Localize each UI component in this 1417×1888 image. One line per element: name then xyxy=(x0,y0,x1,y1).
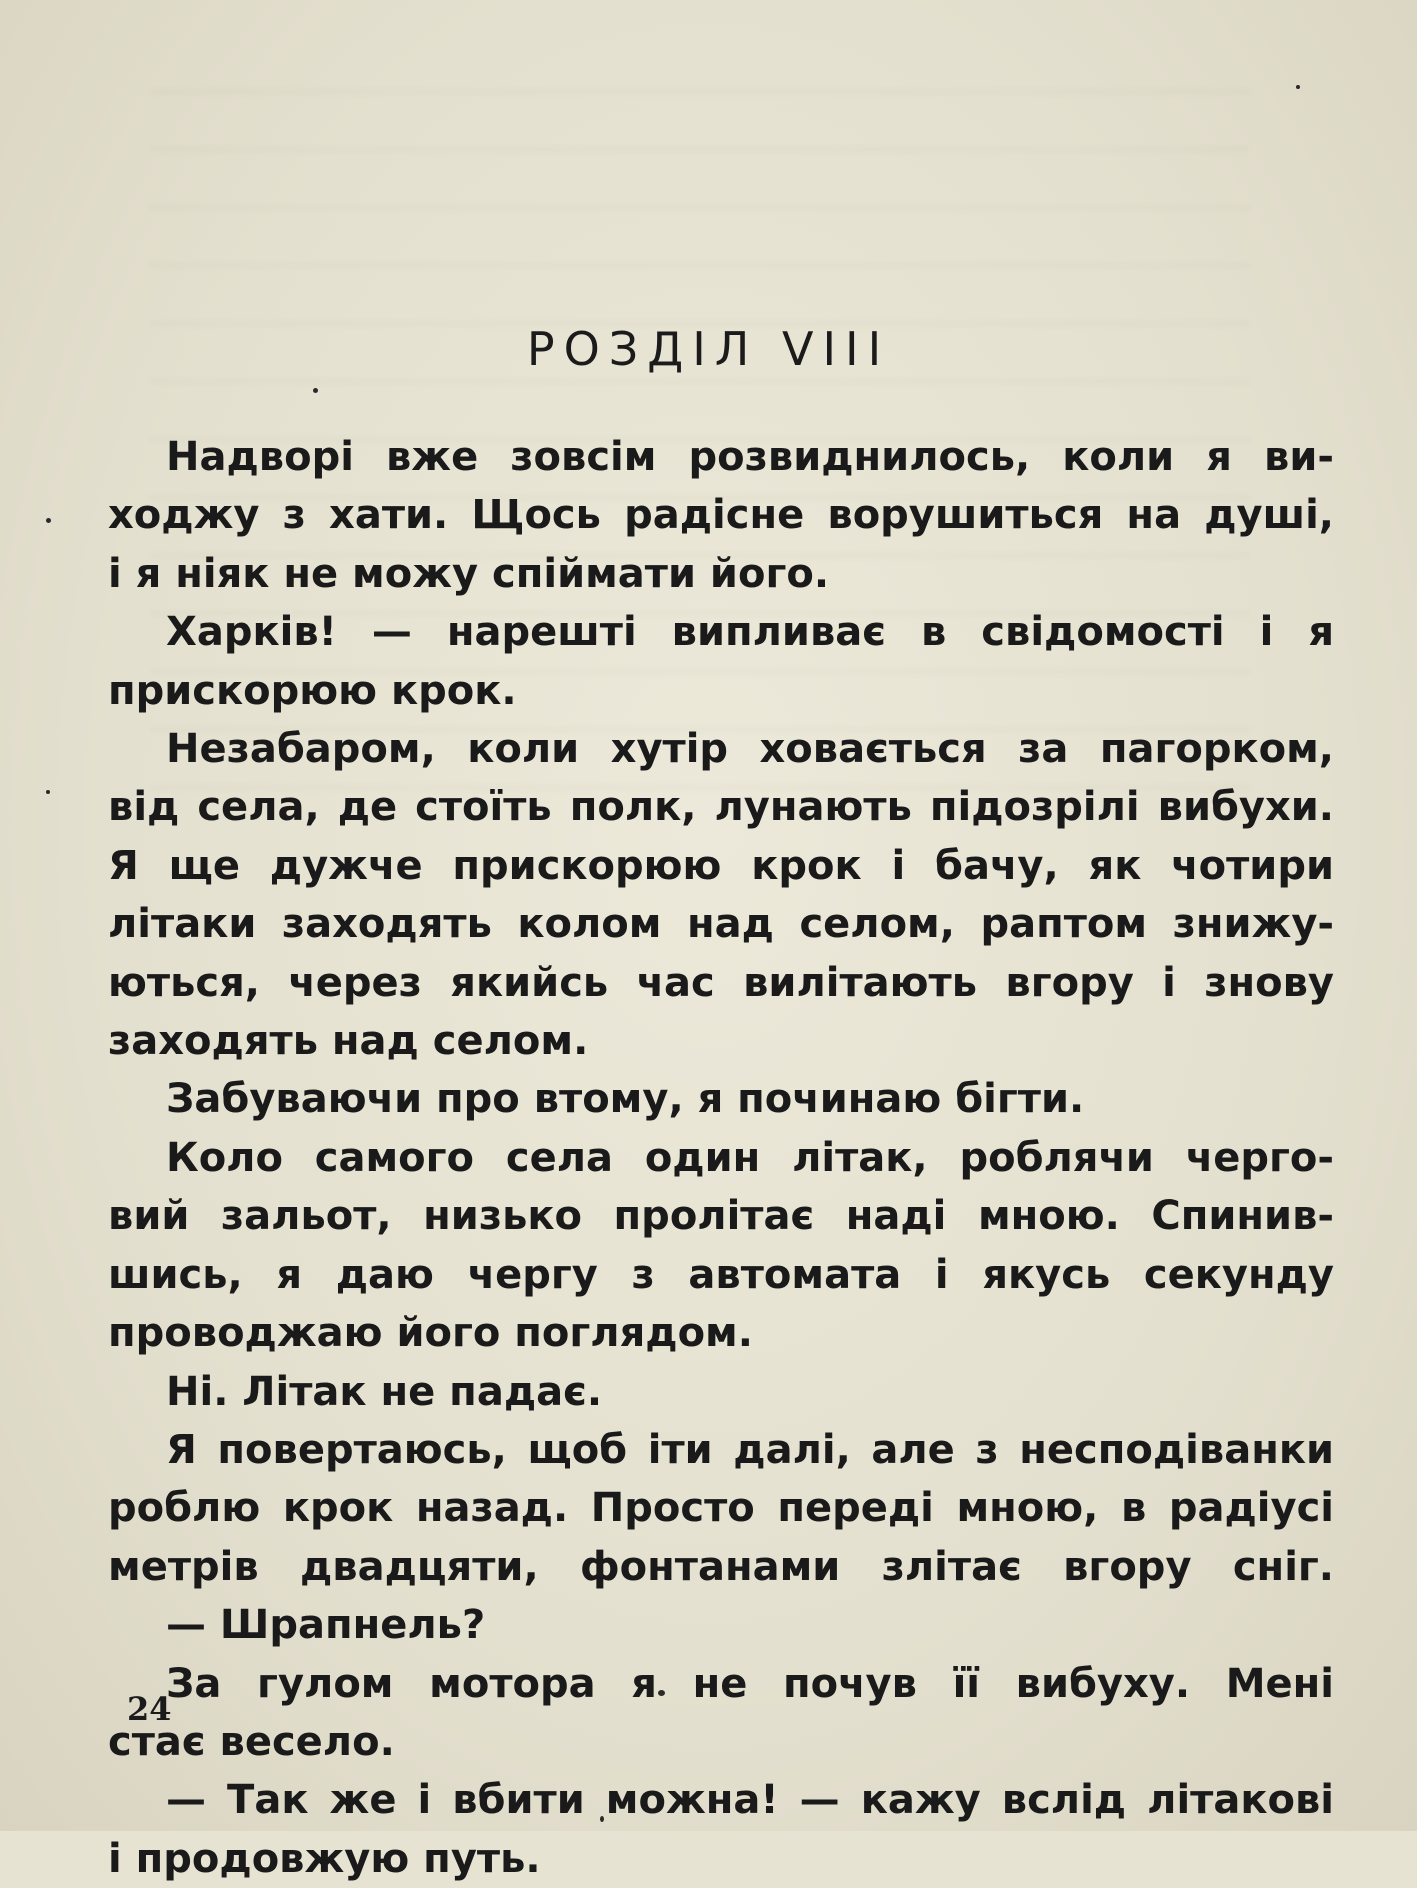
text-line: метрів двадцяти, фонтанами злітає вгору сніг. xyxy=(108,1543,1334,1590)
text-line: і я ніяк не можу спіймати його. xyxy=(108,550,830,597)
text-line: — Шрапнель? xyxy=(166,1602,486,1649)
text-line: Я ще дужче прискорюю крок і бачу, як чотири xyxy=(108,842,1334,889)
text-line: заходять над селом. xyxy=(108,1018,589,1065)
text-line: Ні. Літак не падає. xyxy=(166,1368,603,1415)
text-line: проводжаю його поглядом. xyxy=(108,1310,753,1357)
text-line: Надворі вже зовсім розвиднилось, коли я ви- xyxy=(166,434,1334,480)
text-line: і продовжую путь. xyxy=(108,1835,541,1882)
ink-speck xyxy=(46,518,51,523)
text-line: ються, через якийсь час вилітають вгору і знову xyxy=(108,959,1334,1006)
text-line: шись, я даю чергу з автомата і якусь секунду xyxy=(108,1251,1334,1298)
text-line: Харків! — нарешті випливає в свідомості і я xyxy=(166,609,1334,656)
text-line: За гулом мотора я не почув її вибуху. Мені xyxy=(166,1660,1334,1707)
text-line: Незабаром, коли хутір ховається за пагорком, xyxy=(166,726,1334,773)
text-line: роблю крок назад. Просто переді мною, в радіусі xyxy=(108,1485,1334,1532)
ink-speck xyxy=(46,790,50,794)
text-line: від села, де стоїть полк, лунають підозрілі вибухи. xyxy=(108,784,1334,831)
text-line: Я повертаюсь, щоб іти далі, але з несподіванки xyxy=(166,1426,1334,1473)
text-line: — Так же і вбити можна! — кажу вслід літакові xyxy=(166,1777,1334,1824)
text-line: стає весело. xyxy=(108,1718,395,1765)
ink-speck xyxy=(1296,85,1300,89)
text-line: Забуваючи про втому, я починаю бігти. xyxy=(166,1076,1085,1123)
ink-speck xyxy=(313,388,318,393)
text-line: Коло самого села один літак, роблячи черго- xyxy=(166,1134,1334,1181)
text-line: ходжу з хати. Щось радісне ворушиться на душі, xyxy=(108,492,1334,539)
text-line: прискорюю крок. xyxy=(108,667,517,714)
text-line: літаки заходять колом над селом, раптом знижу- xyxy=(108,901,1334,948)
chapter-title: РОЗДІЛ VIII xyxy=(526,322,891,376)
page-number: 24 xyxy=(127,1690,172,1728)
text-line: вий зальот, низько пролітає наді мною. Спинив- xyxy=(108,1193,1334,1240)
body-text xyxy=(108,428,1334,1888)
